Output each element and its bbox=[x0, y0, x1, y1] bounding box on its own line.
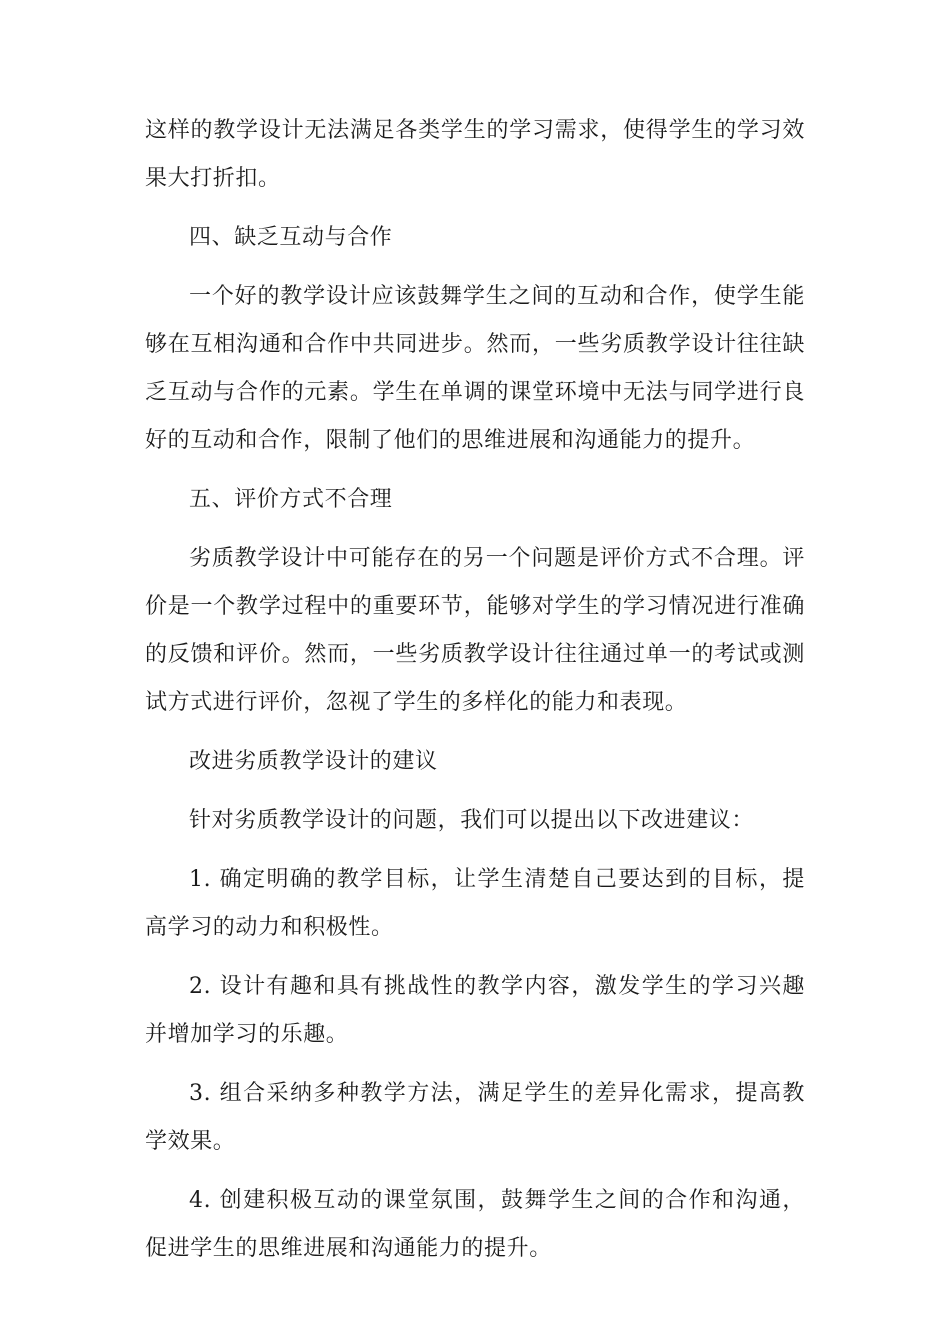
document-body bbox=[145, 107, 805, 1284]
paragraph-suggestions-intro: 针对劣质教学设计的问题，我们可以提出以下改进建议： bbox=[189, 808, 755, 833]
section-heading-4: 四、缺乏互动与合作 bbox=[189, 225, 393, 250]
section-heading-5: 五、评价方式不合理 bbox=[189, 487, 393, 512]
paragraph-interaction: 一个好的教学设计应该鼓舞学生之间的互动和合作，使学生能够在互相沟通和合作中共同进步。然而，一些劣质教学设计往往缺乏互动与合作的元素。学生在单调的课堂环境中无法与同学进行良好的互动和合作，限制了他们的思维进展和沟通能力的提升。 bbox=[145, 284, 805, 453]
suggestion-item-3: 3. 组合采纳多种教学方法，满足学生的差异化需求，提高教学效果。 bbox=[145, 1081, 805, 1154]
suggestion-item-2: 2. 设计有趣和具有挑战性的教学内容，激发学生的学习兴趣并增加学习的乐趣。 bbox=[145, 974, 805, 1047]
section-heading-suggestions: 改进劣质教学设计的建议 bbox=[189, 749, 438, 774]
suggestion-item-4: 4. 创建积极互动的课堂氛围，鼓舞学生之间的合作和沟通，促进学生的思维进展和沟通能力的提升。 bbox=[145, 1188, 805, 1261]
paragraph-continuation: 这样的教学设计无法满足各类学生的学习需求，使得学生的学习效果大打折扣。 bbox=[145, 118, 805, 191]
paragraph-evaluation: 劣质教学设计中可能存在的另一个问题是评价方式不合理。评价是一个教学过程中的重要环节，能够对学生的学习情况进行准确的反馈和评价。然而，一些劣质教学设计往往通过单一的考试或测试方式进行评价，忽视了学生的多样化的能力和表现。 bbox=[145, 546, 805, 715]
suggestion-item-1: 1. 确定明确的教学目标，让学生清楚自己要达到的目标，提高学习的动力和积极性。 bbox=[145, 867, 805, 940]
